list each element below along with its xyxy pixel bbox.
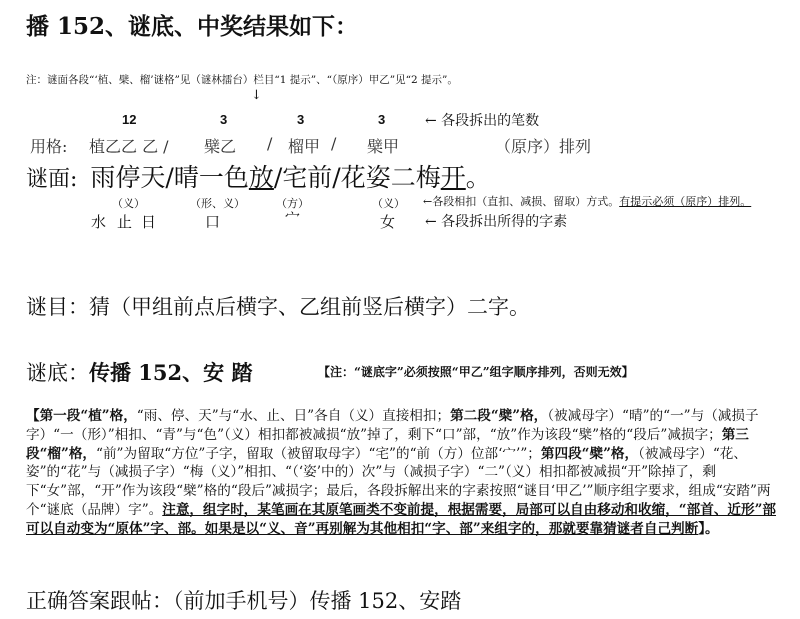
top-note: 注：谜面各段“‘植、檗、榴’谜格”见（谜林擂台）栏目“1 提示”、“（原序）甲乙”见“2 提示”。 bbox=[26, 74, 458, 86]
explanation-note-underlined: 注意，组字时，某笔画在其原笔画类不变前提，根据需要，局部可以自由移动和收缩，“部首、近形”部可以自动变为“原体”字、部。如果是以“义、音”再别解为其他相扣“字、部”来组字的，那就要靠猜谜者自己判断 bbox=[26, 501, 777, 537]
stroke-count-note: ← 各段拆出的笔数 bbox=[425, 113, 540, 129]
stroke-count-4: 3 bbox=[378, 112, 386, 127]
footer-reply-instruction: 正确答案跟帖：（前加手机号）传播 152、安踏 bbox=[26, 589, 462, 613]
paren-label-2: （形、义） bbox=[190, 197, 245, 210]
explanation-seg3: “前”为留取“方位”子字，留取（被留取母字）“宅”的“前（方）位部‘宀’”； bbox=[96, 445, 541, 462]
riddle-face-seg-end: 。 bbox=[465, 163, 491, 192]
explanation-seg2: （被减母字）“晴”的“一”与（减损子字）“一（形）”相扣、“青”与“色”（义）相扣都被减损“放”掉了，剩下“口”部，“放”作为该段“檗”格的“段后”减损字； bbox=[26, 408, 759, 443]
answer-line bbox=[26, 357, 252, 387]
explanation-seg4: （被减母字）“花、姿”的“花”与（减损子字）“梅（义）”相扣、“（‘姿’中的）次”与（减损子字）“二”（义）相扣都被减损“开”除掉了，剩下“女”部，“开”作为该段“檗”格的“段后”减损字；最后，各段拆解出来的字素按照“谜目‘甲乙’”顺序组字要求，组成“安踏”两个“谜底（品牌）字”。 bbox=[26, 445, 771, 518]
usage-part-4: 檗甲 bbox=[367, 137, 400, 156]
explanation-seg4-head: 第四段“檗”格， bbox=[540, 445, 639, 462]
derived-note: ← 各段拆出所得的字素 bbox=[425, 214, 568, 230]
derived-char-6: 女 bbox=[380, 213, 396, 231]
derived-char-2: 止 bbox=[117, 213, 133, 231]
riddle-face-seg-2: /宅前/花姿二梅 bbox=[273, 163, 441, 192]
riddle-target: 谜目：猜（甲组前点后横字、乙组前竖后横字）二字。 bbox=[26, 295, 530, 319]
usage-part-3: 榴甲 bbox=[288, 137, 321, 156]
explanation-seg3-head: 第三段“榴”格， bbox=[26, 426, 749, 462]
riddle-face-seg-1: 雨停天/晴一色 bbox=[90, 163, 249, 192]
answer-text: 传播 152、安 踏 bbox=[89, 360, 253, 385]
method-note-underlined: 有提示必须（原序）排列。 bbox=[619, 195, 752, 208]
explanation-end: 】。 bbox=[698, 520, 719, 537]
answer-note: 【注：“谜底字”必须按照“甲乙”组字顺序排列，否则无效】 bbox=[318, 365, 634, 379]
derived-char-3: 日 bbox=[141, 213, 157, 231]
stroke-count-1: 12 bbox=[122, 112, 137, 127]
method-note bbox=[423, 193, 751, 209]
paren-label-1: （义） bbox=[112, 197, 145, 210]
usage-part-2: 檗乙 bbox=[204, 137, 237, 156]
derived-char-5: 宀 bbox=[285, 209, 301, 227]
explanation-seg1: “雨、停、天”与“水、止、日”各自（义）直接相扣； bbox=[136, 408, 451, 424]
method-note-arrow: ← bbox=[423, 195, 433, 208]
explanation-paragraph bbox=[26, 407, 782, 539]
riddle-face-seg-kai: 开 bbox=[440, 163, 466, 192]
explanation-seg2-head: 第二段“檗”格， bbox=[450, 408, 548, 424]
stroke-count-3: 3 bbox=[297, 112, 305, 127]
down-arrow-icon: ↓ bbox=[251, 88, 262, 103]
method-note-text: 各段相扣（直扣、减损、留取）方式。 bbox=[432, 195, 620, 208]
usage-part-1: 植乙乙 乙 / bbox=[89, 137, 169, 156]
usage-order: （原序）排列 bbox=[495, 137, 592, 156]
paren-label-4: （义） bbox=[372, 197, 405, 210]
explanation-seg1-head: 【第一段“植”格， bbox=[26, 408, 137, 424]
derived-char-1: 水 bbox=[91, 213, 107, 231]
riddle-face-label: 谜面: bbox=[26, 167, 78, 192]
usage-label: 用格: bbox=[30, 137, 68, 156]
stroke-count-2: 3 bbox=[220, 112, 228, 127]
derived-char-4: 口 bbox=[205, 213, 221, 231]
usage-sep-1: / bbox=[267, 134, 273, 153]
riddle-face-seg-fang: 放 bbox=[248, 163, 274, 192]
paren-label-3: （方） bbox=[276, 197, 309, 210]
page-title: 播 152、谜底、中奖结果如下： bbox=[26, 13, 359, 40]
usage-sep-2: / bbox=[331, 134, 337, 153]
riddle-face-line bbox=[26, 158, 491, 194]
answer-label: 谜底： bbox=[26, 361, 89, 385]
